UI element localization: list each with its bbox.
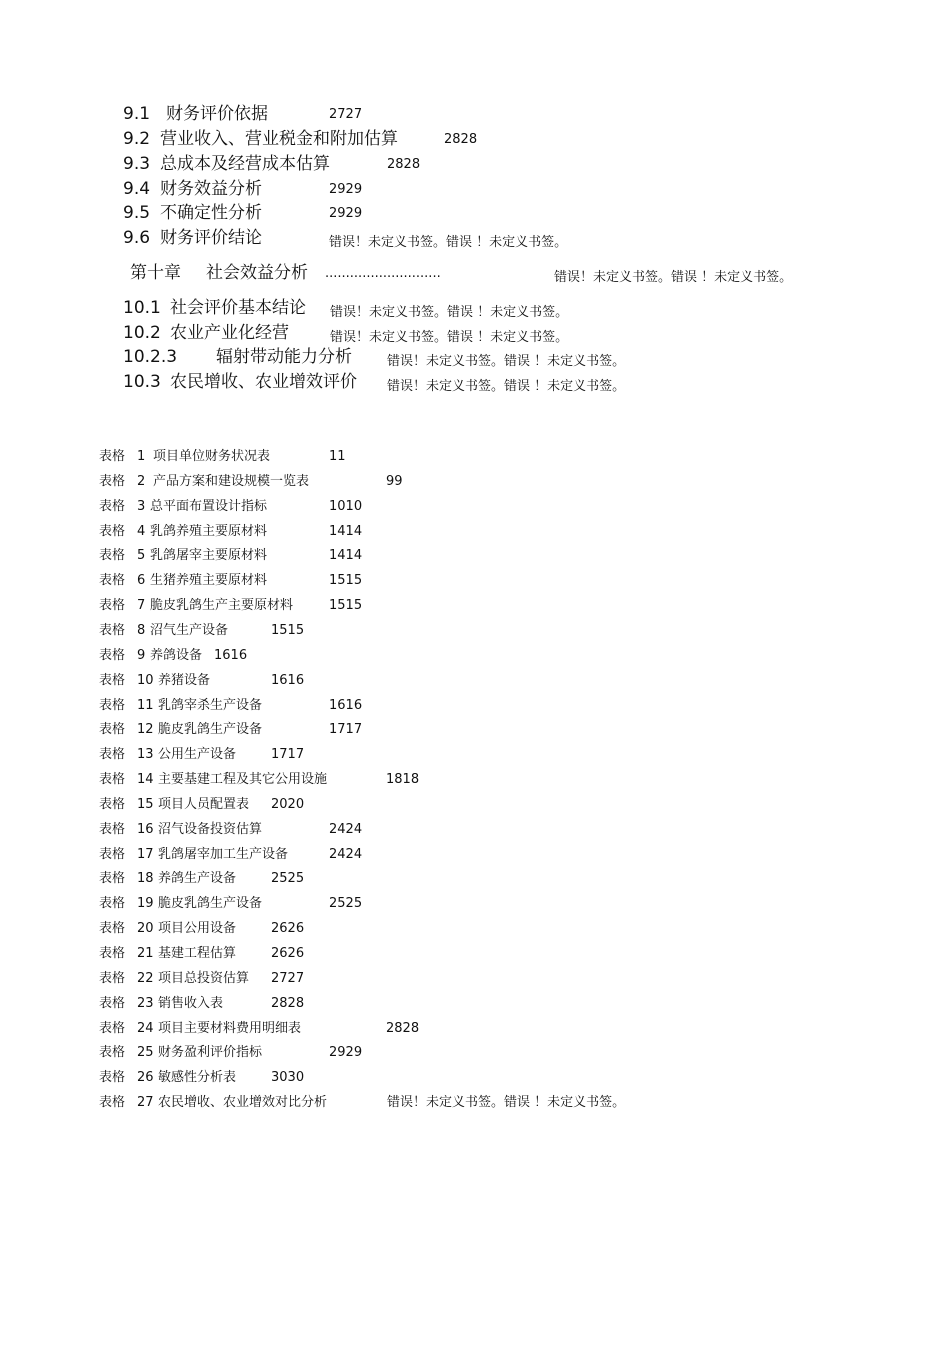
table-label: 表格 <box>99 847 126 862</box>
table-label: 表格 <box>99 822 126 837</box>
toc-entry-number: 9.5 <box>123 203 151 223</box>
table-title: 沼气生产设备 <box>150 623 229 638</box>
chapter-page: 错误！未定义书签。错误 ！未定义书签。 <box>554 270 793 285</box>
table-number: 25 <box>137 1045 154 1060</box>
table-label: 表格 <box>99 797 126 812</box>
table-number: 22 <box>137 971 154 986</box>
table-number: 10 <box>137 673 154 688</box>
table-page: 1717 <box>271 747 305 762</box>
toc-entry-title: 财务评价结论 <box>160 228 262 248</box>
table-page: 1515 <box>329 573 363 588</box>
table-label: 表格 <box>99 1045 126 1060</box>
table-title: 脆皮乳鸽生产设备 <box>158 896 263 911</box>
table-label: 表格 <box>99 871 126 886</box>
table-label: 表格 <box>99 698 126 713</box>
table-label: 表格 <box>99 1070 126 1085</box>
toc-entry-title: 财务效益分析 <box>160 179 262 199</box>
table-title: 敏感性分析表 <box>158 1070 237 1085</box>
table-label: 表格 <box>99 747 126 762</box>
table-page: 2020 <box>271 797 305 812</box>
chapter-leader-dots: ............................ <box>325 266 441 281</box>
table-page: 1414 <box>329 548 363 563</box>
table-number: 27 <box>137 1095 154 1110</box>
table-title: 养猪设备 <box>158 673 211 688</box>
table-number: 5 <box>137 548 146 563</box>
table-page: 1717 <box>329 722 363 737</box>
table-number: 9 <box>137 648 146 663</box>
table-title: 生猪养殖主要原材料 <box>150 573 268 588</box>
table-title: 项目人员配置表 <box>158 797 250 812</box>
table-number: 4 <box>137 524 146 539</box>
toc-entry-page: 2828 <box>444 132 478 147</box>
table-label: 表格 <box>99 722 126 737</box>
toc-entry-number: 10.1 <box>123 298 161 318</box>
table-title: 基建工程估算 <box>158 946 237 961</box>
table-label: 表格 <box>99 1021 126 1036</box>
toc-entry-title: 农民增收、农业增效评价 <box>170 372 357 392</box>
table-title: 项目总投资估算 <box>158 971 250 986</box>
table-number: 26 <box>137 1070 154 1085</box>
table-label: 表格 <box>99 548 126 563</box>
toc-entry-number: 9.3 <box>123 154 151 174</box>
table-page: 1616 <box>329 698 363 713</box>
table-number: 20 <box>137 921 154 936</box>
toc-entry-page: 2929 <box>329 182 363 197</box>
table-number: 15 <box>137 797 154 812</box>
table-label: 表格 <box>99 573 126 588</box>
toc-entry-number: 9.1 <box>123 104 151 124</box>
table-label: 表格 <box>99 971 126 986</box>
toc-entry-title: 不确定性分析 <box>160 203 262 223</box>
toc-entry-title: 营业收入、营业税金和附加估算 <box>160 129 398 149</box>
table-number: 21 <box>137 946 154 961</box>
table-number: 6 <box>137 573 146 588</box>
table-title: 乳鸽养殖主要原材料 <box>150 524 268 539</box>
table-title: 养鸽设备 <box>150 648 203 663</box>
toc-entry-number: 10.3 <box>123 372 161 392</box>
chapter-label: 第十章 <box>130 263 181 283</box>
table-label: 表格 <box>99 896 126 911</box>
table-label: 表格 <box>99 772 126 787</box>
table-page: 1818 <box>386 772 420 787</box>
table-label: 表格 <box>99 946 126 961</box>
table-page: 2727 <box>271 971 305 986</box>
toc-entry-page: 错误！未定义书签。错误 ！未定义书签。 <box>387 354 626 369</box>
table-page: 2929 <box>329 1045 363 1060</box>
toc-entry-number: 9.2 <box>123 129 151 149</box>
table-page: 2626 <box>271 921 305 936</box>
table-page: 2525 <box>271 871 305 886</box>
table-title: 公用生产设备 <box>158 747 237 762</box>
table-number: 2 <box>137 474 146 489</box>
toc-entry-title: 农业产业化经营 <box>170 323 289 343</box>
toc-entry-title: 辐射带动能力分析 <box>216 347 352 367</box>
table-label: 表格 <box>99 921 126 936</box>
toc-entry-page: 2727 <box>329 107 363 122</box>
table-title: 项目主要材料费用明细表 <box>158 1021 302 1036</box>
table-page: 1616 <box>271 673 305 688</box>
table-page: 1515 <box>329 598 363 613</box>
table-title: 农民增收、农业增效对比分析 <box>158 1095 328 1110</box>
table-number: 18 <box>137 871 154 886</box>
table-title: 脆皮乳鸽生产主要原材料 <box>150 598 294 613</box>
table-title: 主要基建工程及其它公用设施 <box>158 772 328 787</box>
toc-entry-page: 错误！未定义书签。错误 ！未定义书签。 <box>329 235 568 250</box>
table-page: 2424 <box>329 847 363 862</box>
table-title: 乳鸽屠宰主要原材料 <box>150 548 268 563</box>
table-title: 总平面布置设计指标 <box>150 499 268 514</box>
table-page: 2828 <box>386 1021 420 1036</box>
table-page: 1010 <box>329 499 363 514</box>
table-number: 16 <box>137 822 154 837</box>
table-page: 1414 <box>329 524 363 539</box>
table-page: 2424 <box>329 822 363 837</box>
chapter-title: 社会效益分析 <box>206 263 308 283</box>
table-page: 2828 <box>271 996 305 1011</box>
toc-entry-number: 9.6 <box>123 228 151 248</box>
table-page: 1616 <box>214 648 248 663</box>
table-label: 表格 <box>99 1095 126 1110</box>
table-number: 7 <box>137 598 146 613</box>
table-page: 11 <box>329 449 346 464</box>
table-page: 99 <box>386 474 403 489</box>
table-title: 财务盈利评价指标 <box>158 1045 263 1060</box>
table-label: 表格 <box>99 524 126 539</box>
table-number: 12 <box>137 722 154 737</box>
table-label: 表格 <box>99 673 126 688</box>
toc-entry-page: 错误！未定义书签。错误 ！未定义书签。 <box>330 330 569 345</box>
table-number: 1 <box>137 449 146 464</box>
table-title: 乳鸽屠宰加工生产设备 <box>158 847 289 862</box>
table-page: 1515 <box>271 623 305 638</box>
table-label: 表格 <box>99 499 126 514</box>
table-number: 19 <box>137 896 154 911</box>
toc-entry-title: 财务评价依据 <box>166 104 268 124</box>
table-label: 表格 <box>99 598 126 613</box>
toc-entry-title: 总成本及经营成本估算 <box>160 154 330 174</box>
table-title: 销售收入表 <box>158 996 224 1011</box>
table-number: 17 <box>137 847 154 862</box>
table-title: 养鸽生产设备 <box>158 871 237 886</box>
toc-entry-page: 错误！未定义书签。错误 ！未定义书签。 <box>330 305 569 320</box>
toc-entry-number: 9.4 <box>123 179 151 199</box>
table-page: 错误！未定义书签。错误 ！未定义书签。 <box>387 1095 626 1110</box>
table-label: 表格 <box>99 996 126 1011</box>
table-label: 表格 <box>99 648 126 663</box>
table-page: 3030 <box>271 1070 305 1085</box>
table-title: 脆皮乳鸽生产设备 <box>158 722 263 737</box>
table-title: 项目单位财务状况表 <box>153 449 271 464</box>
table-number: 11 <box>137 698 154 713</box>
table-number: 24 <box>137 1021 154 1036</box>
table-number: 13 <box>137 747 154 762</box>
table-title: 项目公用设备 <box>158 921 237 936</box>
table-number: 8 <box>137 623 146 638</box>
table-page: 2525 <box>329 896 363 911</box>
toc-entry-number: 10.2.3 <box>123 347 178 367</box>
table-number: 14 <box>137 772 154 787</box>
table-title: 沼气设备投资估算 <box>158 822 263 837</box>
table-title: 乳鸽宰杀生产设备 <box>158 698 263 713</box>
table-number: 23 <box>137 996 154 1011</box>
toc-entry-title: 社会评价基本结论 <box>170 298 306 318</box>
toc-entry-page: 2828 <box>387 157 421 172</box>
toc-entry-page: 错误！未定义书签。错误 ！未定义书签。 <box>387 379 626 394</box>
toc-entry-number: 10.2 <box>123 323 161 343</box>
toc-entry-page: 2929 <box>329 206 363 221</box>
table-label: 表格 <box>99 449 126 464</box>
table-title: 产品方案和建设规模一览表 <box>153 474 310 489</box>
table-label: 表格 <box>99 623 126 638</box>
table-label: 表格 <box>99 474 126 489</box>
table-page: 2626 <box>271 946 305 961</box>
table-number: 3 <box>137 499 146 514</box>
